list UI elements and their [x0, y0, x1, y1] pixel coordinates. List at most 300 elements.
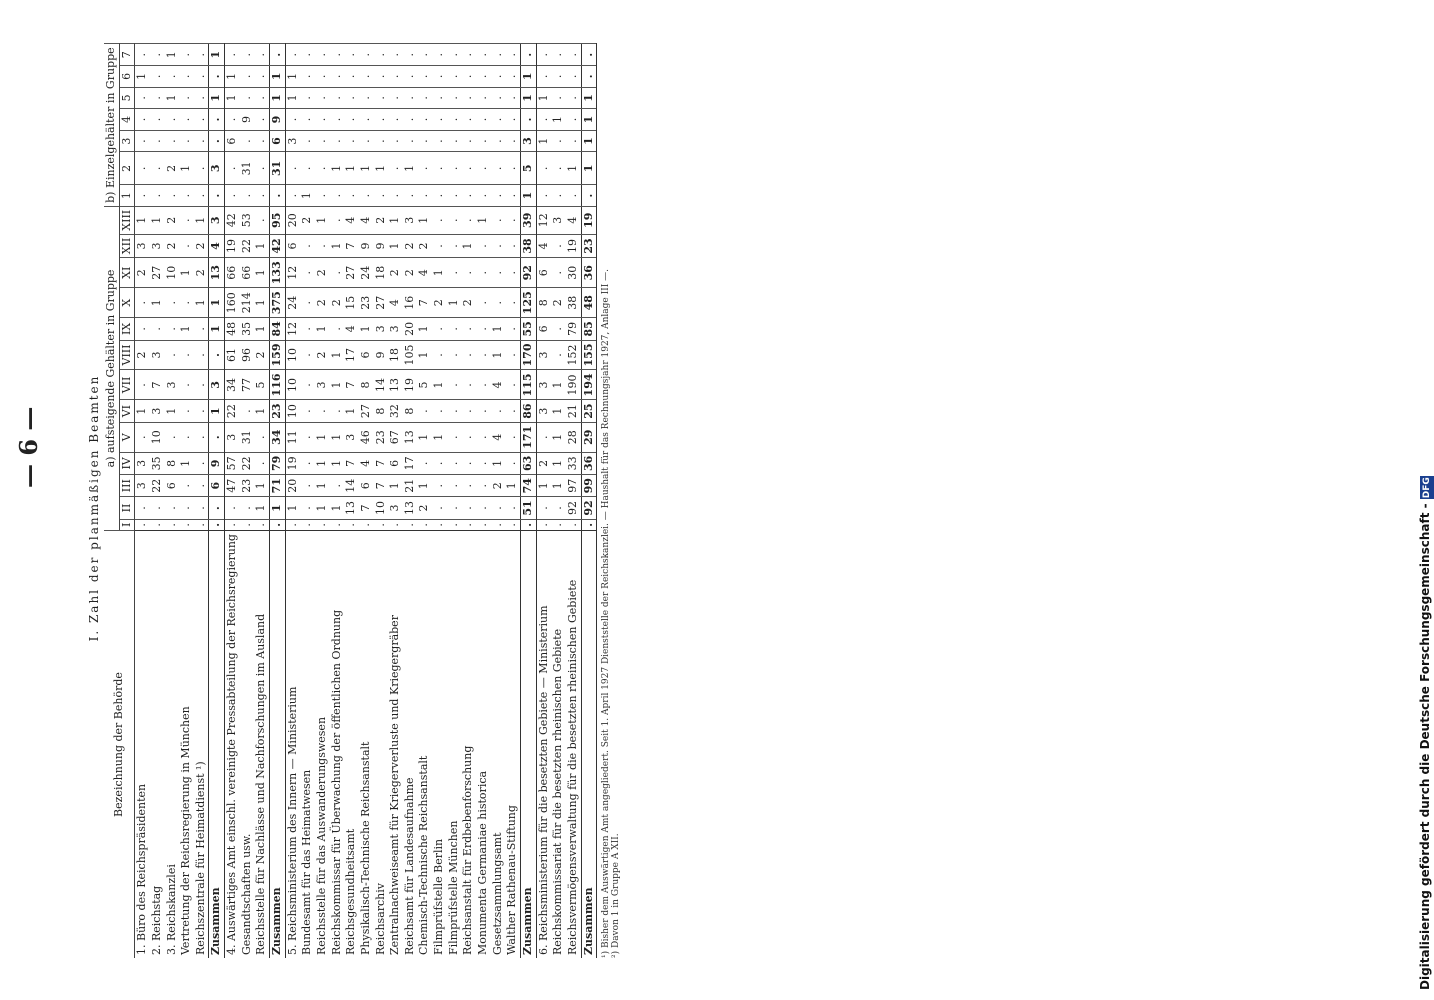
table-cell: .	[300, 318, 315, 340]
table-cell: .	[165, 340, 180, 370]
table-cell: .	[432, 87, 447, 109]
table-cell: .	[461, 152, 476, 185]
table-cell: 22	[240, 234, 255, 258]
table-cell: .	[135, 109, 150, 131]
table-cell: .	[359, 185, 374, 207]
table-cell: 7	[344, 370, 359, 400]
table-cell: 214	[240, 288, 255, 318]
table-row	[403, 44, 418, 958]
table-cell: 8	[536, 288, 551, 318]
table-cell: .	[135, 422, 150, 452]
table-cell: .	[491, 87, 506, 109]
table-cell: .	[179, 497, 194, 519]
table-cell: 34	[270, 422, 286, 452]
table-cell: 8	[374, 400, 389, 422]
table-cell: 1	[566, 152, 581, 185]
table-cell: .	[300, 288, 315, 318]
table-cell: .	[447, 519, 462, 530]
table-cell: 1	[388, 234, 403, 258]
table-cell: .	[432, 452, 447, 474]
table-cell: .	[536, 497, 551, 519]
column-header-v: V	[119, 422, 135, 452]
table-cell: 23	[359, 288, 374, 318]
row-label: Monumenta Germaniae historica	[476, 531, 491, 958]
table-cell: .	[432, 475, 447, 497]
table-cell: .	[476, 318, 491, 340]
table-cell: 16	[403, 288, 418, 318]
table-row	[566, 44, 581, 958]
table-cell: .	[300, 519, 315, 530]
table-cell: 14	[374, 370, 389, 400]
table-cell: .	[461, 130, 476, 152]
column-header-1: 1	[119, 185, 135, 207]
table-cell: 3	[150, 340, 165, 370]
table-cell: .	[194, 318, 209, 340]
table-cell: .	[330, 109, 345, 131]
table-cell: .	[581, 66, 597, 88]
table-cell: .	[447, 44, 462, 66]
table-cell: .	[330, 66, 345, 88]
table-cell: 1	[359, 152, 374, 185]
table-cell: 24	[359, 258, 374, 288]
table-cell: 1	[432, 422, 447, 452]
table-cell: 7	[150, 370, 165, 400]
table-cell: .	[300, 422, 315, 452]
table-cell: .	[505, 109, 520, 131]
table-row	[374, 44, 389, 958]
table-cell: 2	[374, 206, 389, 234]
table-cell: 1	[254, 234, 269, 258]
table-cell: .	[461, 519, 476, 530]
row-label: Reichsamt für Landesaufnahme	[403, 531, 418, 958]
table-cell: .	[359, 44, 374, 66]
table-cell: 1	[359, 318, 374, 340]
table-cell: 10	[285, 400, 300, 422]
table-cell: 1	[300, 185, 315, 207]
table-cell: 1	[330, 452, 345, 474]
table-cell: .	[417, 66, 432, 88]
table-cell: .	[300, 87, 315, 109]
table-cell: .	[315, 109, 330, 131]
table-row	[300, 44, 315, 958]
table-cell: .	[432, 109, 447, 131]
table-cell: .	[491, 288, 506, 318]
table-cell: .	[330, 475, 345, 497]
column-header-vi: VI	[119, 400, 135, 422]
table-cell: 2	[432, 288, 447, 318]
table-cell: .	[461, 497, 476, 519]
column-header-6: 6	[119, 66, 135, 88]
table-cell: .	[536, 519, 551, 530]
table-cell: 1	[285, 497, 300, 519]
table-cell: .	[270, 185, 286, 207]
table-cell: 96	[240, 340, 255, 370]
table-cell: .	[551, 318, 566, 340]
table-row	[135, 44, 150, 958]
table-cell: 23	[374, 422, 389, 452]
row-label: Zusammen	[270, 531, 286, 958]
table-cell: 35	[240, 318, 255, 340]
row-label: Filmprüfstelle Berlin	[432, 531, 447, 958]
column-header-2: 2	[119, 152, 135, 185]
table-cell: .	[388, 109, 403, 131]
table-cell: .	[566, 519, 581, 530]
table-cell: 1	[551, 452, 566, 474]
row-label: 5. Reichsministerium des Innern — Ministerium	[285, 531, 300, 958]
table-cell: 1	[344, 400, 359, 422]
table-row	[551, 44, 566, 958]
table-cell: .	[505, 370, 520, 400]
table-cell: 20	[403, 318, 418, 340]
table-cell: 1	[536, 475, 551, 497]
table-cell: .	[135, 87, 150, 109]
table-cell: 5	[254, 370, 269, 400]
table-cell: 19	[225, 234, 240, 258]
table-cell: .	[461, 44, 476, 66]
table-cell: .	[447, 234, 462, 258]
table-cell: .	[150, 152, 165, 185]
table-cell: .	[179, 475, 194, 497]
table-row	[505, 44, 520, 958]
column-header-xii: XII	[119, 234, 135, 258]
table-cell: .	[447, 340, 462, 370]
table-cell: .	[388, 519, 403, 530]
table-cell: 9	[359, 234, 374, 258]
table-cell: 7	[374, 452, 389, 474]
table-cell: 1	[581, 87, 597, 109]
table-cell: 1	[254, 258, 269, 288]
table-cell: .	[403, 519, 418, 530]
table-cell: .	[315, 66, 330, 88]
table-cell: 1	[270, 87, 286, 109]
table-cell: .	[240, 519, 255, 530]
table-cell: 19	[403, 370, 418, 400]
table-cell: 4	[359, 206, 374, 234]
row-label: Physikalisch-Technische Reichsanstalt	[359, 531, 374, 958]
table-cell: .	[566, 44, 581, 66]
table-cell: .	[536, 152, 551, 185]
table-cell: 22	[240, 452, 255, 474]
table-cell: 6	[270, 130, 286, 152]
table-cell: .	[225, 497, 240, 519]
table-cell: .	[135, 370, 150, 400]
table-cell: 1	[581, 130, 597, 152]
table-cell: 10	[165, 258, 180, 288]
table-cell: 1	[536, 130, 551, 152]
table-cell: 1	[491, 452, 506, 474]
table-cell: 2	[254, 340, 269, 370]
table-cell: .	[209, 340, 225, 370]
table-cell: .	[285, 519, 300, 530]
table-cell: .	[165, 519, 180, 530]
table-cell: 20	[285, 206, 300, 234]
table-cell: .	[491, 497, 506, 519]
table-cell: 2	[403, 234, 418, 258]
table-cell: .	[179, 370, 194, 400]
table-cell: 10	[285, 370, 300, 400]
column-header-ii: II	[119, 497, 135, 519]
table-cell: .	[491, 152, 506, 185]
table-cell: 1	[179, 258, 194, 288]
table-cell: .	[135, 519, 150, 530]
table-cell: .	[432, 519, 447, 530]
table-cell: .	[505, 288, 520, 318]
table-cell: 3	[135, 452, 150, 474]
table-cell: 8	[165, 452, 180, 474]
table-cell: 1	[179, 152, 194, 185]
table-cell: 2	[403, 258, 418, 288]
table-cell: 33	[566, 452, 581, 474]
table-cell: 47	[225, 475, 240, 497]
table-cell: .	[179, 234, 194, 258]
table-cell: .	[491, 519, 506, 530]
table-cell: 2	[165, 234, 180, 258]
table-cell: 12	[285, 318, 300, 340]
table-cell: 1	[315, 206, 330, 234]
table-cell: .	[254, 87, 269, 109]
rotated-table-block	[85, 47, 1330, 958]
table-cell: .	[300, 452, 315, 474]
table-cell: .	[179, 87, 194, 109]
table-cell: 160	[225, 288, 240, 318]
table-cell: .	[209, 497, 225, 519]
table-cell: .	[300, 44, 315, 66]
table-cell: .	[447, 66, 462, 88]
table-cell: .	[520, 109, 536, 131]
table-cell: 1	[194, 206, 209, 234]
table-cell: .	[194, 370, 209, 400]
table-cell: 22	[225, 400, 240, 422]
table-cell: .	[566, 185, 581, 207]
table-cell: .	[330, 400, 345, 422]
table-cell: .	[330, 130, 345, 152]
row-label: Filmprüfstelle München	[447, 531, 462, 958]
table-cell: .	[491, 234, 506, 258]
table-cell: .	[209, 422, 225, 452]
table-cell: 5	[520, 152, 536, 185]
table-cell: 1	[254, 400, 269, 422]
table-cell: 1	[551, 422, 566, 452]
table-cell: 1	[330, 152, 345, 185]
table-cell: 20	[285, 475, 300, 497]
table-cell: .	[447, 130, 462, 152]
table-cell: .	[581, 185, 597, 207]
table-cell: 2	[165, 206, 180, 234]
table-cell: 66	[225, 258, 240, 288]
table-cell: 3	[135, 234, 150, 258]
table-cell: 97	[566, 475, 581, 497]
table-cell: 1	[520, 185, 536, 207]
table-cell: .	[447, 370, 462, 400]
table-row	[536, 44, 551, 958]
table-cell: .	[359, 87, 374, 109]
table-cell: .	[476, 340, 491, 370]
table-cell: .	[254, 152, 269, 185]
table-cell: .	[374, 519, 389, 530]
table-cell: .	[432, 44, 447, 66]
table-cell: 1	[315, 475, 330, 497]
table-cell: .	[388, 44, 403, 66]
table-cell: .	[179, 66, 194, 88]
table-cell: .	[135, 185, 150, 207]
table-cell: 3	[165, 370, 180, 400]
table-cell: .	[300, 130, 315, 152]
table-cell: .	[359, 109, 374, 131]
column-header-ix: IX	[119, 318, 135, 340]
table-row	[315, 44, 330, 958]
table-cell: 1	[551, 400, 566, 422]
table-cell: 55	[520, 318, 536, 340]
table-cell: 35	[150, 452, 165, 474]
column-group-a: a) aufsteigende Gehälter in Gruppe	[104, 206, 119, 530]
footnotes	[601, 58, 621, 958]
table-cell: 3	[225, 422, 240, 452]
table-cell: 21	[403, 475, 418, 497]
table-cell: .	[403, 130, 418, 152]
table-cell: 1	[209, 288, 225, 318]
row-label: Reichsstelle für das Auswanderungswesen	[315, 531, 330, 958]
table-cell: .	[135, 497, 150, 519]
table-cell: 31	[240, 422, 255, 452]
column-header-4: 4	[119, 109, 135, 131]
row-label: 1. Büro des Reichspräsidenten	[135, 531, 150, 958]
table-cell: .	[432, 185, 447, 207]
table-cell: .	[194, 452, 209, 474]
table-cell: .	[417, 452, 432, 474]
table-cell: .	[179, 130, 194, 152]
table-cell: .	[447, 318, 462, 340]
table-cell: .	[505, 66, 520, 88]
table-cell: .	[505, 258, 520, 288]
table-cell: 2	[330, 288, 345, 318]
table-cell: .	[520, 44, 536, 66]
table-cell: 4	[344, 206, 359, 234]
table-cell: 1	[194, 288, 209, 318]
table-cell: .	[403, 185, 418, 207]
table-cell: 152	[566, 340, 581, 370]
table-cell: 1	[225, 87, 240, 109]
table-cell: 116	[270, 370, 286, 400]
table-cell: .	[209, 185, 225, 207]
table-cell: .	[300, 475, 315, 497]
table-cell: 3	[536, 400, 551, 422]
table-cell: 2	[417, 497, 432, 519]
table-cell: .	[461, 370, 476, 400]
table-cell: 1	[315, 497, 330, 519]
table-cell: 1	[179, 452, 194, 474]
table-cell: .	[476, 66, 491, 88]
table-cell: .	[179, 519, 194, 530]
table-cell: .	[344, 130, 359, 152]
table-cell: .	[551, 185, 566, 207]
table-cell: .	[240, 497, 255, 519]
table-row	[388, 44, 403, 958]
table-cell: 32	[388, 400, 403, 422]
table-cell: 14	[344, 475, 359, 497]
table-cell: .	[344, 44, 359, 66]
table-cell: .	[432, 130, 447, 152]
table-cell: .	[476, 130, 491, 152]
table-cell: 1	[209, 87, 225, 109]
table-cell: .	[505, 185, 520, 207]
table-cell: .	[330, 44, 345, 66]
table-cell: 9	[270, 109, 286, 131]
table-cell: .	[179, 185, 194, 207]
table-cell: 3	[135, 475, 150, 497]
table-cell: 115	[520, 370, 536, 400]
column-header-iv: IV	[119, 452, 135, 474]
table-cell: 21	[566, 400, 581, 422]
table-cell: .	[209, 109, 225, 131]
table-row	[240, 44, 255, 958]
table-cell: .	[374, 185, 389, 207]
table-cell: 2	[461, 288, 476, 318]
table-cell: .	[374, 66, 389, 88]
column-header-viii: VIII	[119, 340, 135, 370]
table-cell: 7	[344, 452, 359, 474]
table-cell: 1	[209, 400, 225, 422]
row-label: Bundesamt für das Heimatwesen	[300, 531, 315, 958]
table-cell: .	[194, 185, 209, 207]
table-cell: 4	[491, 370, 506, 400]
table-cell: .	[285, 44, 300, 66]
table-cell: .	[447, 452, 462, 474]
table-cell: .	[461, 400, 476, 422]
table-cell: 53	[240, 206, 255, 234]
table-cell: 2	[194, 234, 209, 258]
table-cell: .	[491, 400, 506, 422]
table-cell: .	[165, 130, 180, 152]
table-cell: 18	[388, 340, 403, 370]
table-cell: .	[165, 422, 180, 452]
table-cell: .	[447, 258, 462, 288]
table-cell: 28	[566, 422, 581, 452]
table-cell: 61	[225, 340, 240, 370]
table-cell: .	[315, 519, 330, 530]
table-cell: .	[388, 87, 403, 109]
row-label: Reichsvermögensverwaltung für die besetzten rheinischen Gebiete	[566, 531, 581, 958]
table-cell: 171	[520, 422, 536, 452]
table-row	[461, 44, 476, 958]
table-cell: 19	[285, 452, 300, 474]
table-cell: .	[505, 234, 520, 258]
table-row-total	[581, 44, 597, 958]
table-cell: 375	[270, 288, 286, 318]
table-cell: 2	[315, 340, 330, 370]
table-cell: .	[447, 497, 462, 519]
table-cell: .	[285, 109, 300, 131]
table-cell: .	[551, 340, 566, 370]
table-cell: .	[330, 258, 345, 288]
table-cell: 19	[566, 234, 581, 258]
table-cell: 51	[520, 497, 536, 519]
table-cell: .	[461, 66, 476, 88]
table-cell: 2	[194, 258, 209, 288]
table-cell: 1	[344, 152, 359, 185]
table-cell: .	[581, 519, 597, 530]
row-label: Zusammen	[520, 531, 536, 958]
row-label: Reichszentrale für Heimatdienst ¹)	[194, 531, 209, 958]
table-cell: 2	[135, 340, 150, 370]
table-cell: .	[417, 152, 432, 185]
table-cell: .	[240, 44, 255, 66]
table-cell: 7	[374, 475, 389, 497]
table-cell: 1	[417, 318, 432, 340]
table-cell: .	[165, 497, 180, 519]
table-cell: 1	[581, 152, 597, 185]
table-cell: .	[432, 234, 447, 258]
table-cell: .	[566, 109, 581, 131]
